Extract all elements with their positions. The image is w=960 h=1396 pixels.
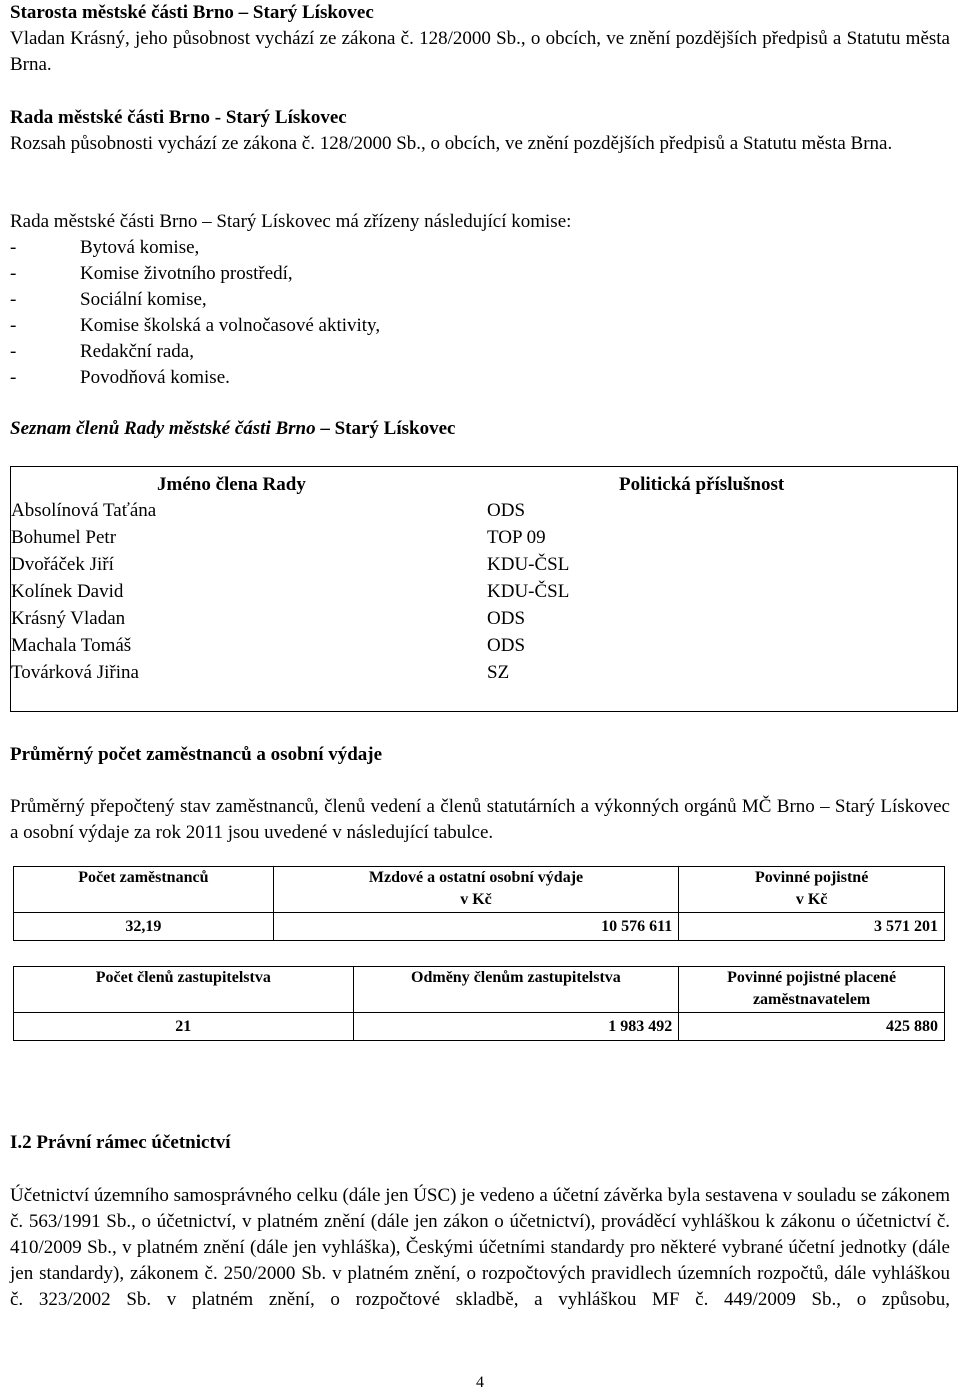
value-council-count: 21: [14, 1013, 354, 1041]
member-party: ODS: [487, 608, 526, 629]
komise-intro: Rada městské části Brno – Starý Lískovec má zřízeny následující komise:: [10, 211, 572, 232]
member-name: Kolínek David: [11, 581, 124, 602]
members-title-rest: – Starý Lískovec: [315, 418, 456, 439]
member-name: Absolínová Taťána: [11, 500, 157, 521]
value-council-pay: 1 983 492: [353, 1013, 679, 1041]
starosta-section: [10, 0, 950, 78]
staff-table-header: [273, 867, 679, 913]
member-party: TOP 09: [487, 527, 546, 548]
table-row: [14, 967, 945, 1013]
legal-heading: I.2 Právní rámec účetnictví: [10, 1132, 231, 1153]
starosta-heading: Starosta městské části Brno – Starý Lískovec: [10, 2, 374, 23]
list-item: - Bytová komise,: [10, 235, 950, 261]
council-table: [13, 966, 945, 1041]
members-header-name: Jméno člena Rady: [157, 474, 306, 495]
member-party: KDU-ČSL: [487, 581, 570, 602]
legal-text-block: [10, 1183, 950, 1313]
table-row: [14, 1013, 945, 1041]
header-wages-unit: v Kč: [460, 891, 492, 908]
members-table: [10, 466, 958, 712]
member-name: Machala Tomáš: [11, 635, 132, 656]
member-party: SZ: [487, 662, 510, 683]
staff-section: [10, 742, 950, 768]
member-party: ODS: [487, 500, 526, 521]
legal-section: [10, 1130, 950, 1156]
page-number: 4: [476, 1374, 484, 1391]
header-council-pay: Odměny členům zastupitelstva: [353, 967, 679, 1013]
member-party: KDU-ČSL: [487, 554, 570, 575]
value-employer-insurance: 425 880: [679, 1013, 945, 1041]
header-wages: Mzdové a ostatní osobní výdaje: [368, 869, 584, 886]
list-item: - Povodňová komise.: [10, 365, 950, 391]
header-insurance-unit: v Kč: [795, 891, 828, 908]
komise-list: [10, 235, 950, 391]
table-row: [14, 913, 945, 941]
staff-text-block: [10, 794, 950, 846]
members-title: [10, 416, 950, 442]
value-insurance: 3 571 201: [679, 913, 945, 941]
legal-text: Účetnictví územního samosprávného celku (dále jen ÚSC) je vedeno a účetní závěrka byla sestavena v souladu se zákonem č. 563/1991 Sb., o účetnictví, v platném znění (dále jen zákon o účetnictví), prováděcí vyhláškou k zákonu o účetnictví č. 410/2009 Sb., v platném znění (dále jen vyhláška), Českými účetními standardy pro některé vybrané účetní jednotky (dále jen standardy), zákonem č. 250/2000 Sb. v platném znění, o rozpočtových pravidlech územních rozpočtů, dále vyhláškou č. 323/2002 Sb. v platném znění, o rozpočtové skladbě, a vyhláškou MF č. 449/2009 Sb., o způsobu,: [10, 1185, 950, 1310]
list-item: - Komise školská a volnočasové aktivity,: [10, 313, 950, 339]
member-name: Krásný Vladan: [11, 608, 126, 629]
rada-section: [10, 105, 950, 157]
staff-expenses-table: [13, 866, 945, 941]
rada-heading: Rada městské části Brno - Starý Lískovec: [10, 107, 347, 128]
list-item: - Redakční rada,: [10, 339, 950, 365]
staff-table-header: [679, 867, 945, 913]
rada-text: Rozsah působnosti vychází ze zákona č. 128/2000 Sb., o obcích, ve znění pozdějších předpisů a Statutu města Brna.: [10, 133, 893, 154]
starosta-text: Vladan Krásný, jeho působnost vychází ze zákona č. 128/2000 Sb., o obcích, ve znění pozdějších předpisů a Statutu města Brna.: [10, 28, 950, 75]
value-count: 32,19: [14, 913, 274, 941]
komise-section: [10, 209, 950, 391]
header-employer-insurance-2: zaměstnavatelem: [752, 991, 871, 1008]
header-employer-insurance: Povinné pojistné placené: [727, 969, 897, 986]
table-row: [14, 867, 945, 913]
member-name: Továrková Jiřina: [11, 662, 139, 683]
list-item: - Sociální komise,: [10, 287, 950, 313]
members-title-italic: Seznam členů Rady městské části Brno: [10, 418, 316, 439]
header-council-count: Počet členů zastupitelstva: [14, 967, 354, 1013]
staff-table-header: [14, 867, 274, 913]
member-name: Bohumel Petr: [11, 527, 117, 548]
staff-text: Průměrný přepočtený stav zaměstnanců, členů vedení a členů statutárních a výkonných orgánů MČ Brno – Starý Lískovec a osobní výdaje za rok 2011 jsou uvedené v následující tabulce.: [10, 796, 950, 843]
list-item: - Komise životního prostředí,: [10, 261, 950, 287]
header-count: Počet zaměstnanců: [78, 869, 209, 886]
members-header-party: Politická příslušnost: [619, 474, 785, 495]
staff-heading: Průměrný počet zaměstnanců a osobní výdaje: [10, 744, 383, 765]
member-name: Dvořáček Jiří: [11, 554, 114, 575]
header-insurance: Povinné pojistné: [754, 869, 869, 886]
staff-table-header: [679, 967, 945, 1013]
value-wages: 10 576 611: [273, 913, 679, 941]
member-party: ODS: [487, 635, 526, 656]
